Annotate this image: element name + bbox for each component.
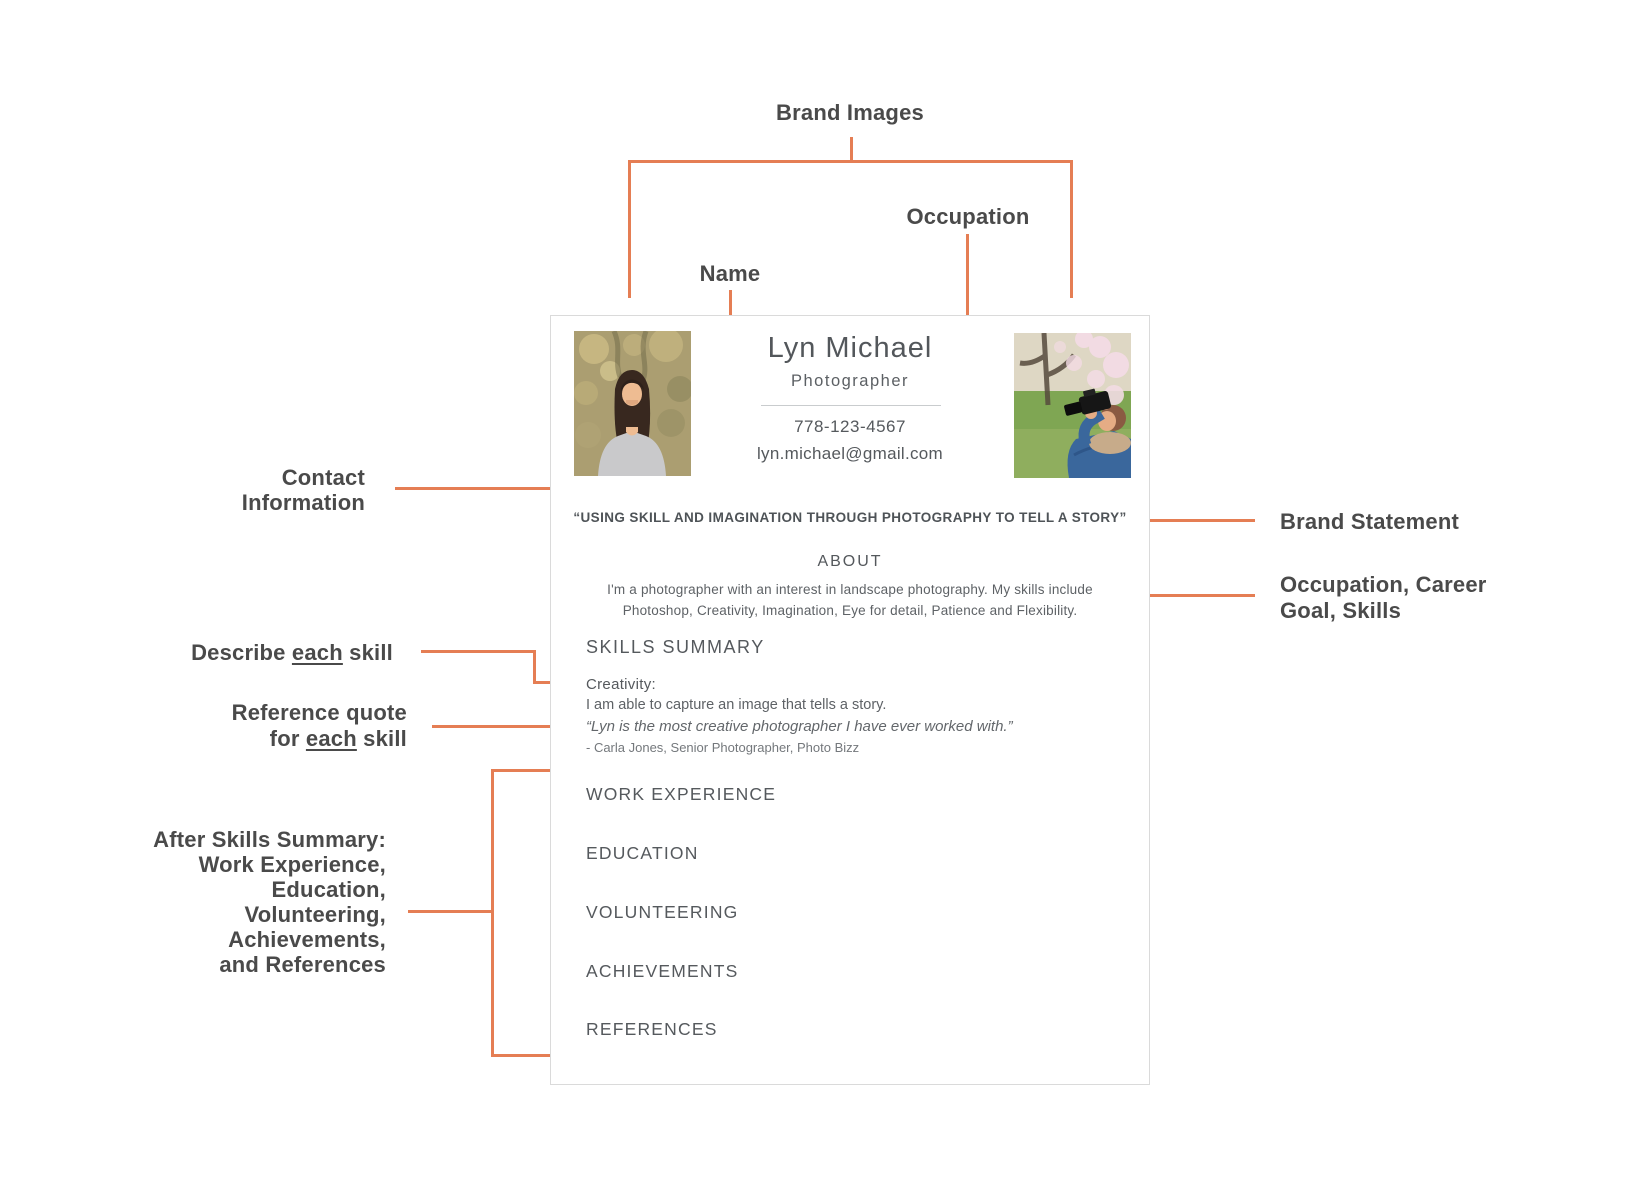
resume-name: Lyn Michael [767,332,933,364]
after-skills-line4: Volunteering, [244,902,386,927]
section-heading-education: EDUCATION [586,843,699,863]
contact-information-line2: Information [241,490,365,515]
occupation-label: Occupation [906,204,1030,229]
header-divider [761,405,941,406]
reference-quote-label [150,700,407,752]
reference-quote-suffix: skill [356,726,407,751]
about-line1: I'm a photographer with an interest in landscape photography. My skills include [607,582,1093,597]
contact-information-line1: Contact [281,465,365,490]
section-heading-volunteering: VOLUNTEERING [586,902,739,922]
reference-quote-line2 [150,726,407,752]
skill-name: Creativity: [586,676,656,693]
describe-skill-suffix: skill [342,640,393,665]
skill-reference-quote: “Lyn is the most creative photographer I have ever worked with.” [586,718,1013,735]
skills-summary-heading: SKILLS SUMMARY [586,637,765,657]
connector-describe-skill-h1 [421,650,536,653]
skill-quote-attribution: - Carla Jones, Senior Photographer, Photo Bizz [586,740,860,755]
resume-email: lyn.michael@gmail.com [756,444,944,463]
brand-statement-label: Brand Statement [1280,509,1460,534]
reference-quote-underlined: each [305,726,357,751]
section-heading-work-experience: WORK EXPERIENCE [586,784,777,804]
after-skills-line1: After Skills Summary: [153,827,386,852]
occ-career-line2: Goal, Skills [1280,598,1402,623]
after-skills-summary-label [120,827,386,977]
connector-brand-images-right-branch [1070,160,1073,298]
name-label: Name [699,261,761,286]
occupation-career-goal-skills-label [1280,572,1487,624]
after-skills-line5: Achievements, [228,927,386,952]
about-text [551,579,1149,621]
resume-card [550,315,1150,1085]
section-heading-references: REFERENCES [586,1019,718,1039]
after-skills-line6: and References [219,952,386,977]
after-skills-line2: Work Experience, [198,852,386,877]
after-skills-line3: Education, [271,877,386,902]
describe-skill-underlined: each [291,640,343,665]
skill-description: I am able to capture an image that tells a story. [586,697,887,713]
connector-after-skills-middle-arm [408,910,494,913]
connector-brand-images-bar [628,160,1073,163]
connector-after-skills-bar [491,769,494,1057]
resume-occupation: Photographer [791,372,909,390]
about-line2: Photoshop, Creativity, Imagination, Eye for detail, Patience and Flexibility. [622,603,1078,618]
connector-describe-skill-vertical [533,650,536,684]
brand-images-label: Brand Images [776,100,924,125]
contact-information-label [150,465,365,515]
about-heading: ABOUT [817,553,883,570]
reference-quote-prefix: for [269,726,306,751]
reference-quote-line1: Reference quote [231,700,407,725]
section-heading-achievements: ACHIEVEMENTS [586,961,739,981]
describe-each-skill-label [150,640,393,665]
resume-brand-statement: “USING SKILL AND IMAGINATION THROUGH PHOTOGRAPHY TO TELL A STORY” [573,510,1127,525]
occ-career-line1: Occupation, Career [1280,572,1487,597]
connector-brand-images-stem [850,137,853,162]
connector-brand-images-left-branch [628,160,631,298]
resume-phone: 778-123-4567 [794,417,906,436]
describe-skill-prefix: Describe [191,640,292,665]
